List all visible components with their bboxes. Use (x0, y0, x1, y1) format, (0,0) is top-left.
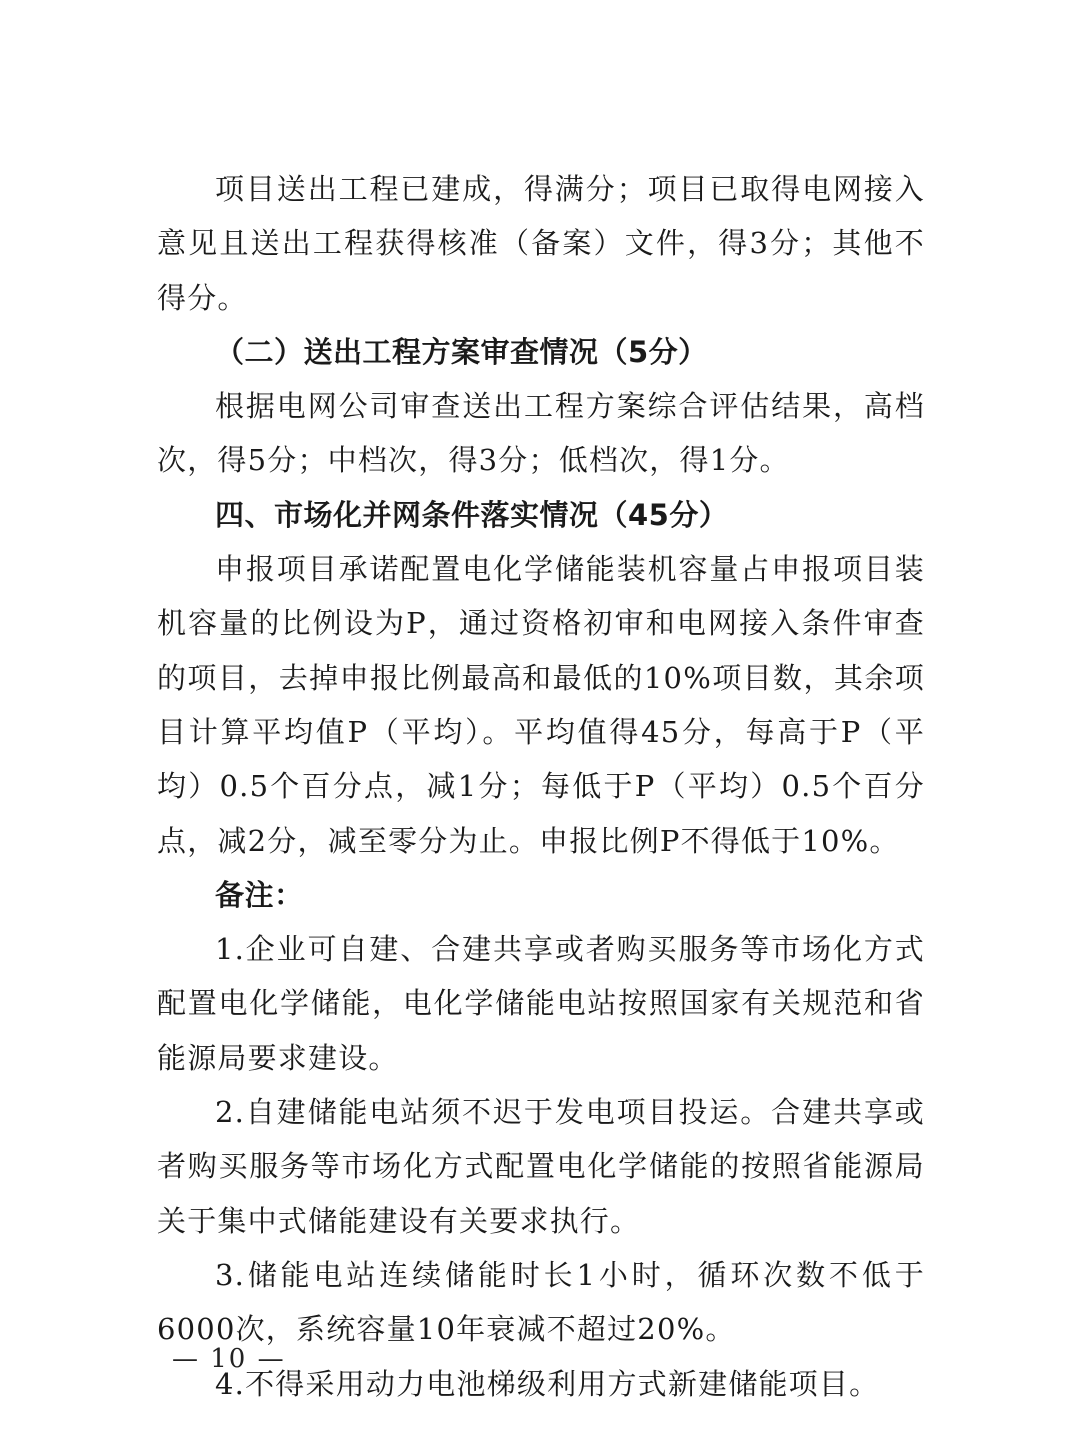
section-heading-market-grid-conditions: 四、市场化并网条件落实情况（45分） (215, 497, 729, 532)
note-item-4: 4.不得采用动力电池梯级利用方式新建储能项目。 (215, 1366, 880, 1401)
note-item-2: 2.自建储能电站须不迟于发电项目投运。合建共享或者购买服务等市场化方式配置电化学储能的按照省能源局关于集中式储能建设有关要求执行。 (157, 1095, 925, 1238)
paragraph-transmission-project-score: 项目送出工程已建成，得满分；项目已取得电网接入意见且送出工程获得核准（备案）文件，得3分；其他不得分。 (157, 172, 925, 315)
paragraph-scheme-review-score: 根据电网公司审查送出工程方案综合评估结果，高档次，得5分；中档次，得3分；低档次，得1分。 (157, 389, 925, 478)
note-item-1: 1.企业可自建、合建共享或者购买服务等市场化方式配置电化学储能，电化学储能电站按照国家有关规范和省能源局要求建设。 (157, 932, 925, 1075)
page-number: — 10 — (172, 1344, 286, 1374)
paragraph-storage-ratio-rule: 申报项目承诺配置电化学储能装机容量占申报项目装机容量的比例设为P，通过资格初审和电网接入条件审查的项目，去掉申报比例最高和最低的10%项目数，其余项目计算平均值P（平均）。平均值得45分，每高于P（平均）0.5个百分点，减1分；每低于P（平均）0.5个百分点，减2分，减至零分为止。申报比例P不得低于10%。 (157, 552, 925, 858)
document-body (157, 162, 925, 1411)
notes-heading: 备注： (215, 877, 304, 912)
note-item-3: 3.储能电站连续储能时长1小时，循环次数不低于6000次，系统容量10年衰减不超过20%。 (157, 1257, 925, 1347)
section-heading-scheme-review: （二）送出工程方案审查情况（5分） (215, 334, 708, 369)
